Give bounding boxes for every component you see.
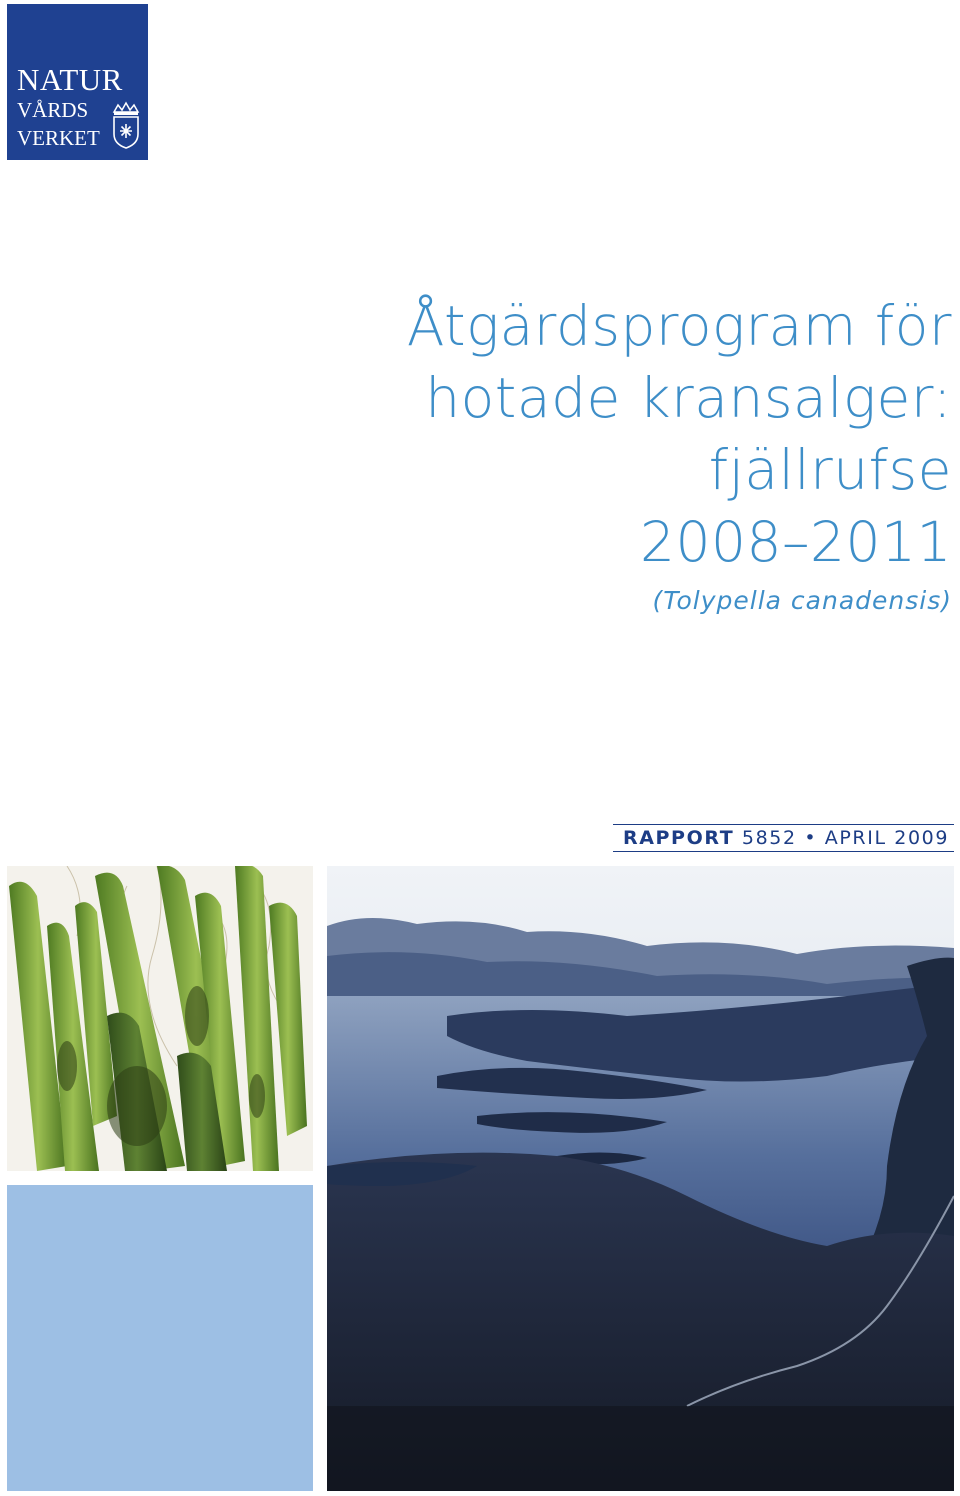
title-line-1: Åtgärdsprogram för: [406, 294, 952, 358]
logo-text-verket: VERKET: [17, 126, 100, 150]
crown-shield-icon: [110, 100, 142, 150]
title-line-3: fjällrufse: [708, 438, 952, 502]
report-title: [407, 290, 952, 615]
blue-panel: [7, 1185, 313, 1491]
report-number: 5852: [741, 827, 797, 849]
lake-landscape-photo: [327, 866, 954, 1491]
naturvardsverket-logo: [7, 4, 148, 160]
report-label: RAPPORT: [623, 827, 735, 849]
title-line-2: hotade kransalger:: [425, 366, 952, 430]
report-number-bar: [613, 824, 954, 852]
logo-text-natur: NATUR: [17, 62, 123, 97]
title-line-4: 2008–2011: [640, 510, 952, 574]
logo-text-vards: VÅRDS: [17, 98, 89, 122]
species-subtitle: (Tolypella canadensis): [652, 586, 952, 615]
report-date: APRIL 2009: [824, 827, 950, 849]
algae-photo: [7, 866, 313, 1171]
report-separator: •: [804, 827, 818, 849]
